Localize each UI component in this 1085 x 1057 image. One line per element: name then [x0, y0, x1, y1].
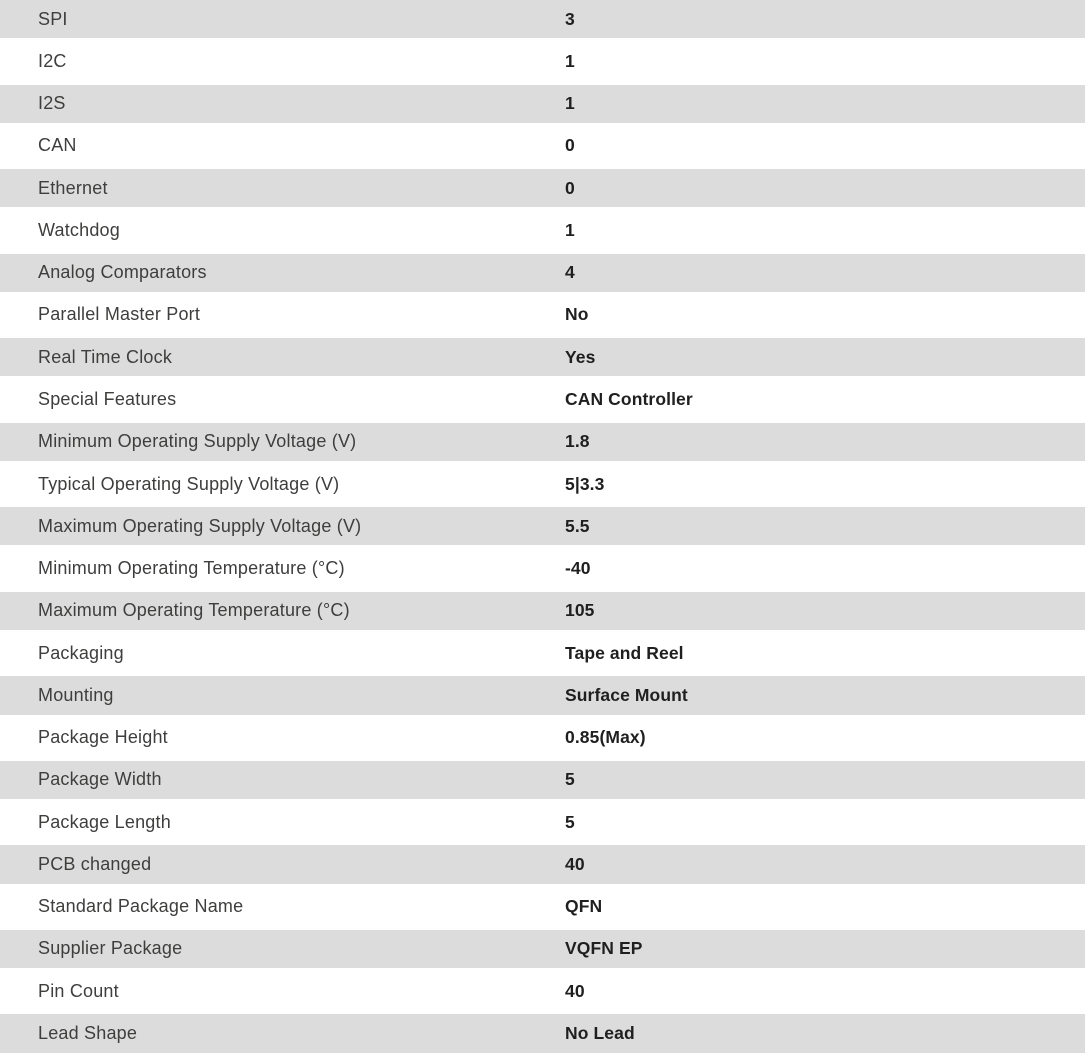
spec-row: [0, 845, 1085, 887]
spec-label: Package Width: [38, 769, 162, 790]
spec-value: Surface Mount: [565, 684, 688, 705]
spec-row: [0, 42, 1085, 84]
spec-row: [0, 676, 1085, 718]
spec-row: [0, 85, 1085, 127]
spec-value: 3: [565, 8, 575, 29]
spec-value: No Lead: [565, 1023, 635, 1043]
spec-label: Analog Comparators: [38, 262, 207, 283]
spec-label: Lead Shape: [38, 1023, 138, 1043]
spec-value: 1: [565, 50, 575, 71]
spec-row: [0, 507, 1085, 549]
spec-label: Pin Count: [38, 980, 119, 1001]
spec-row: [0, 592, 1085, 634]
spec-label: Ethernet: [38, 177, 108, 198]
spec-label: Maximum Operating Supply Voltage (V): [38, 515, 362, 536]
spec-row: [0, 803, 1085, 845]
spec-value: 0: [565, 135, 575, 156]
spec-label: Mounting: [38, 684, 114, 705]
spec-row: [0, 296, 1085, 338]
spec-row: [0, 719, 1085, 761]
spec-row: [0, 972, 1085, 1014]
spec-value: 40: [565, 853, 585, 874]
spec-row: [0, 930, 1085, 972]
spec-row: [0, 634, 1085, 676]
spec-label: Package Length: [38, 811, 171, 832]
spec-value: Yes: [565, 346, 596, 367]
spec-label: CAN: [38, 135, 77, 156]
spec-row: [0, 211, 1085, 253]
spec-row: [0, 338, 1085, 380]
spec-label: Minimum Operating Temperature (°C): [38, 558, 345, 579]
spec-label: I2S: [38, 93, 66, 114]
spec-row: [0, 1014, 1085, 1056]
spec-row: [0, 0, 1085, 42]
spec-row: [0, 169, 1085, 211]
spec-row: [0, 549, 1085, 591]
spec-value: CAN Controller: [565, 389, 693, 410]
spec-value: Tape and Reel: [565, 642, 684, 663]
spec-row: [0, 423, 1085, 465]
spec-value: 5.5: [565, 515, 590, 536]
spec-label: Packaging: [38, 642, 124, 663]
spec-label: SPI: [38, 8, 68, 29]
spec-label: Standard Package Name: [38, 896, 244, 917]
spec-label: Supplier Package: [38, 938, 183, 959]
spec-label: PCB changed: [38, 853, 152, 874]
spec-label: Package Height: [38, 727, 168, 748]
spec-row: [0, 888, 1085, 930]
spec-label: Special Features: [38, 389, 177, 410]
spec-row: [0, 465, 1085, 507]
spec-label: Watchdog: [38, 219, 120, 240]
spec-value: QFN: [565, 896, 603, 917]
spec-label: Maximum Operating Temperature (°C): [38, 600, 350, 621]
spec-row: [0, 380, 1085, 422]
spec-value: No: [565, 304, 589, 325]
spec-value: 5: [565, 769, 575, 790]
spec-value: 1: [565, 93, 575, 114]
spec-row: [0, 254, 1085, 296]
spec-value: 5|3.3: [565, 473, 605, 494]
spec-value: -40: [565, 558, 591, 579]
spec-value: 0: [565, 177, 575, 198]
spec-label: Parallel Master Port: [38, 304, 201, 325]
spec-value: 105: [565, 600, 595, 621]
spec-label: Typical Operating Supply Voltage (V): [38, 473, 340, 494]
spec-value: 0.85(Max): [565, 727, 646, 748]
spec-value: 40: [565, 980, 585, 1001]
spec-value: 4: [565, 262, 575, 283]
spec-value: 5: [565, 811, 575, 832]
spec-row: [0, 127, 1085, 169]
spec-value: 1.8: [565, 431, 590, 452]
spec-label: Minimum Operating Supply Voltage (V): [38, 431, 357, 452]
spec-value: 1: [565, 219, 575, 240]
spec-row: [0, 761, 1085, 803]
spec-label: Real Time Clock: [38, 346, 173, 367]
spec-value: VQFN EP: [565, 938, 643, 959]
spec-label: I2C: [38, 50, 67, 71]
